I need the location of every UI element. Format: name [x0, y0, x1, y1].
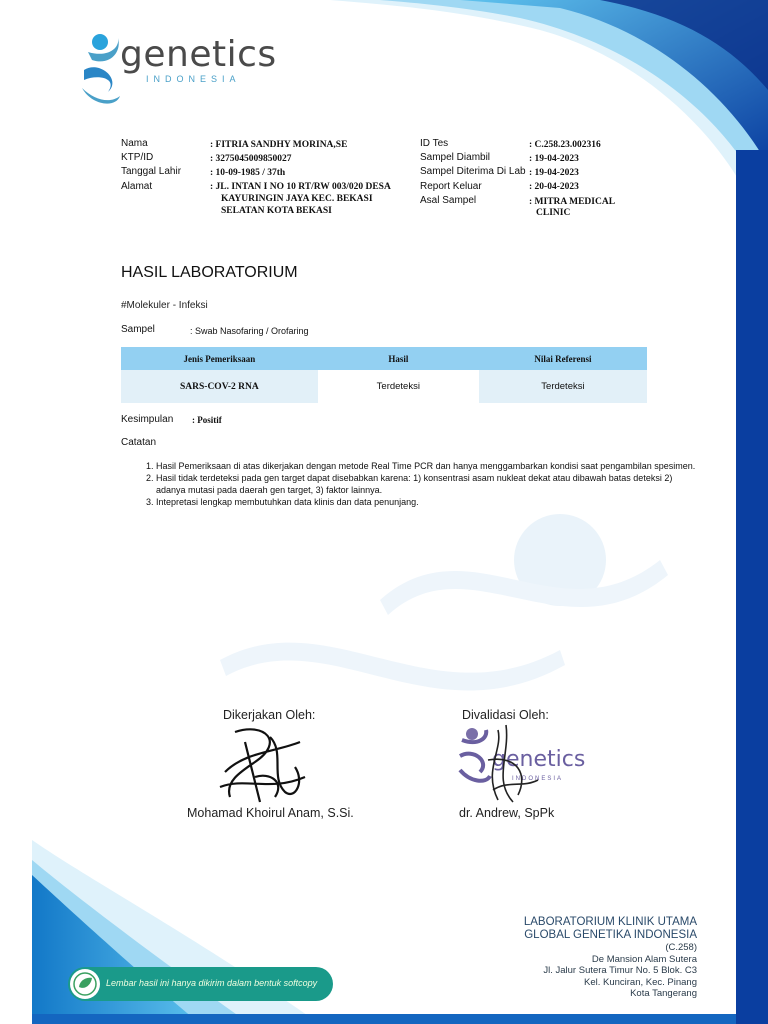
col-header-hasil: Hasil [318, 347, 479, 370]
results-table [121, 347, 647, 403]
page-title: HASIL LABORATORIUM [121, 264, 298, 281]
kesimpulan-label: Kesimpulan [121, 414, 174, 425]
validation-stamp-icon [458, 720, 598, 810]
test-category: #Molekuler - Infeksi [121, 300, 208, 311]
left-signer-name: Mohamad Khoirul Anam, S.Si. [187, 806, 354, 820]
table-row [121, 370, 647, 403]
footer-line: Kota Tangerang [630, 988, 697, 999]
leaf-icon [70, 969, 100, 999]
report-keluar-label: Report Keluar [420, 181, 482, 192]
asal-sampel-value-2: CLINIC [536, 208, 571, 218]
svg-text:genetics: genetics [492, 747, 586, 772]
id-tes-value: : C.258.23.002316 [529, 140, 601, 150]
report-keluar-value: : 20-04-2023 [529, 182, 579, 192]
left-margin [0, 0, 32, 1024]
softcopy-note: Lembar hasil ini hanya dikirim dalam bentuk softcopy [106, 978, 318, 988]
sampel-diambil-value: : 19-04-2023 [529, 154, 579, 164]
table-header-row [121, 347, 647, 370]
softcopy-badge [68, 967, 333, 1001]
left-signature-icon [215, 722, 315, 808]
footer-line: GLOBAL GENETIKA INDONESIA [524, 929, 697, 941]
lahir-label: Tanggal Lahir [121, 166, 182, 177]
lab-address [524, 916, 697, 1000]
nama-label: Nama [121, 138, 148, 149]
footer-line: Kel. Kunciran, Kec. Pinang [583, 976, 697, 988]
asal-sampel-value-1: : MITRA MEDICAL [529, 197, 616, 207]
col-header-referensi: Nilai Referensi [479, 347, 647, 370]
sampel-diambil-label: Sampel Diambil [420, 152, 491, 163]
nama-value: : FITRIA SANDHY MORINA,SE [210, 140, 348, 150]
kesimpulan-value: : Positif [192, 415, 222, 425]
asal-sampel-label: Asal Sampel [420, 195, 477, 206]
alamat-value-2: KAYURINGIN JAYA KEC. BEKASI [221, 194, 373, 204]
catatan-label: Catatan [121, 437, 157, 448]
footer-line: De Mansion Alam Sutera [591, 953, 697, 965]
lahir-value: : 10-09-1985 / 37th [210, 168, 286, 178]
right-signer-name: dr. Andrew, SpPk [459, 806, 555, 820]
footer-line: (C.258) [665, 942, 697, 953]
logo-subtitle: INDONESIA [146, 74, 241, 84]
list-item: 3. Intepretasi lengkap membutuhkan data klinis dan data penunjang. [156, 496, 696, 508]
ktp-label: KTP/ID [121, 152, 154, 163]
cell-jenis: SARS-COV-2 RNA [121, 370, 318, 403]
svg-text:INDONESIA: INDONESIA [512, 776, 564, 782]
notes-list [120, 460, 696, 508]
list-item: 2. Hasil tidak terdeteksi pada gen target dapat disebabkan karena: 1) konsentrasi asam nukleat dekat atau dibawah batas deteksi 2) adanya mutasi pada daerah gen target, 3) faktor lainnya. [156, 472, 696, 496]
cell-referensi: Terdeteksi [479, 370, 647, 403]
logo-wordmark: genetics [120, 34, 277, 75]
ktp-value: : 3275045009850027 [210, 154, 292, 164]
cell-hasil: Terdeteksi [318, 370, 479, 403]
sampel-label: Sampel [121, 324, 155, 335]
alamat-value-3: SELATAN KOTA BEKASI [221, 206, 332, 216]
dikerjakan-label: Dikerjakan Oleh: [223, 708, 316, 722]
sampel-diterima-value: : 19-04-2023 [529, 168, 579, 178]
id-tes-label: ID Tes [420, 138, 449, 149]
sampel-diterima-label: Sampel Diterima Di Lab [420, 166, 526, 177]
alamat-value-1: : JL. INTAN I NO 10 RT/RW 003/020 DESA [210, 182, 391, 192]
divalidasi-label: Divalidasi Oleh: [462, 708, 549, 722]
col-header-jenis: Jenis Pemeriksaan [121, 347, 318, 370]
footer-line: Jl. Jalur Sutera Timur No. 5 Blok. C3 [543, 965, 697, 976]
alamat-label: Alamat [121, 181, 153, 192]
sampel-value: : Swab Nasofaring / Orofaring [190, 326, 309, 336]
footer-line: LABORATORIUM KLINIK UTAMA [523, 916, 697, 928]
list-item: 1. Hasil Pemeriksaan di atas dikerjakan dengan metode Real Time PCR dan hanya menggambarkan kondisi saat pengambilan spesimen. [156, 460, 696, 472]
